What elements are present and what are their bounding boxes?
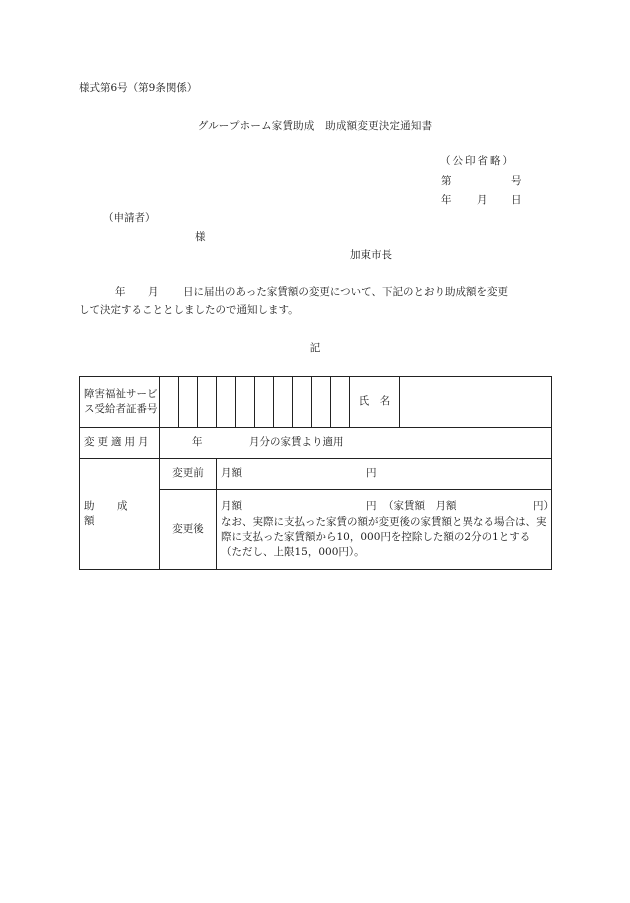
after-yen: 円 <box>366 499 377 512</box>
document-title: グループホーム家賃助成 助成額変更決定通知書 <box>197 120 433 132</box>
name-label: 氏 名 <box>350 377 400 428</box>
cert-digit-5[interactable] <box>236 377 255 428</box>
document-number-label: 第 <box>441 175 452 187</box>
name-value[interactable] <box>400 377 552 428</box>
apply-month-row <box>80 428 552 459</box>
cert-digit-1[interactable] <box>160 377 179 428</box>
after-rent-close: 円） <box>533 499 554 512</box>
issue-date-year: 年 <box>441 194 452 206</box>
cert-label: 障害福祉サービス受給者証番号 <box>80 377 160 428</box>
cert-digit-2[interactable] <box>179 377 198 428</box>
document-number-suffix: 号 <box>511 175 522 187</box>
after-note: なお、実際に支払った家賃の額が変更後の家賃額と異なる場合は、実際に支払った家賃額から10，000円を控除した額の2分の1とする（ただし、上限15，000円）。 <box>221 515 547 559</box>
ki-heading: 記 <box>309 342 321 354</box>
body-second-line: して決定することとしましたので通知します。 <box>79 304 299 316</box>
apply-month-label: 変更適用月 <box>80 428 160 459</box>
body-year: 年 <box>115 286 126 298</box>
cert-digit-9[interactable] <box>312 377 331 428</box>
after-rent-open: （家賃額 月額 <box>383 499 457 512</box>
after-monthly: 月額 <box>221 499 242 512</box>
apply-text: 月分の家賃より適用 <box>249 436 344 448</box>
after-value <box>217 490 552 570</box>
addressee-honorific: 様 <box>195 231 206 243</box>
issue-date-day: 日 <box>511 194 522 206</box>
cert-digit-7[interactable] <box>274 377 293 428</box>
cert-row <box>80 377 552 428</box>
cert-digit-6[interactable] <box>255 377 274 428</box>
issuer-name: 加東市長 <box>350 249 392 261</box>
cert-digit-3[interactable] <box>198 377 217 428</box>
subsidy-before-row <box>80 459 552 490</box>
body-text: 日に届出のあった家賃額の変更について、下記のとおり助成額を変更 <box>183 286 508 298</box>
before-label: 変更前 <box>160 459 217 490</box>
subsidy-label: 助 成 額 <box>80 459 160 570</box>
issue-date-month: 月 <box>477 194 488 206</box>
seal-omitted-note: （公印省略） <box>440 155 515 167</box>
before-monthly: 月額 <box>221 467 242 479</box>
applicant-label: （申請者） <box>103 212 156 224</box>
subsidy-table <box>79 376 552 570</box>
apply-year: 年 <box>192 436 203 448</box>
body-month: 月 <box>148 286 159 298</box>
after-label: 変更後 <box>160 490 217 570</box>
before-yen: 円 <box>366 467 377 479</box>
cert-digit-8[interactable] <box>293 377 312 428</box>
cert-digit-4[interactable] <box>217 377 236 428</box>
cert-digit-10[interactable] <box>331 377 350 428</box>
apply-month-value <box>160 428 552 459</box>
before-value <box>217 459 552 490</box>
form-number: 様式第6号（第9条関係） <box>79 82 198 94</box>
